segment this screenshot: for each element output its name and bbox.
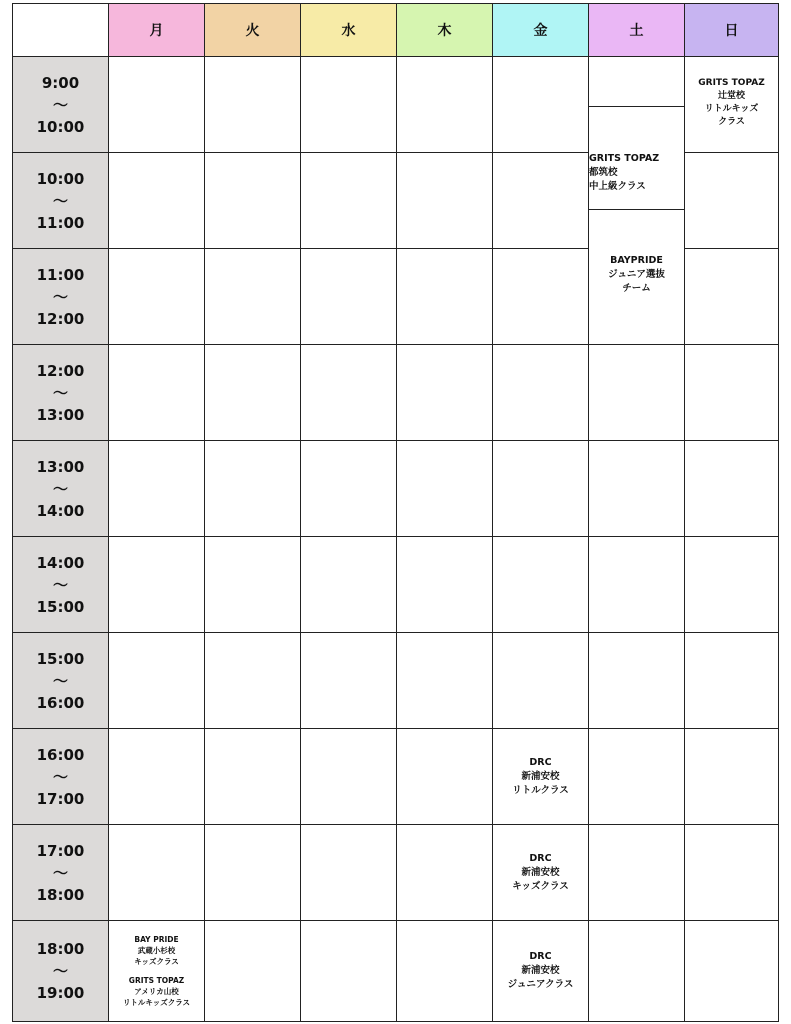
time-end: 19:00	[36, 984, 85, 1002]
time-separator: 〜	[52, 383, 68, 402]
event-class: クラス	[718, 117, 745, 127]
event-school: BAY PRIDE	[134, 935, 179, 944]
day-header-fri: 金	[492, 3, 589, 57]
event-branch: 都筑校	[589, 167, 618, 178]
time-separator: 〜	[52, 671, 68, 690]
slot-mon-12	[108, 344, 205, 441]
time-end: 13:00	[36, 405, 85, 424]
day-header-tue: 火	[204, 3, 301, 57]
event-branch: 辻堂校	[717, 91, 745, 101]
slot-sun-16	[684, 728, 779, 825]
slot-sun-12	[684, 344, 779, 441]
slot-mon-10	[108, 152, 205, 249]
time-end: 15:00	[36, 597, 85, 616]
slot-sat-930	[588, 106, 685, 210]
slot-wed-9	[300, 56, 397, 153]
slot-fri-15	[492, 632, 589, 729]
event-school: DRC	[529, 951, 552, 962]
slot-mon-11	[108, 248, 205, 345]
slot-thu-10	[396, 152, 493, 249]
event-class: リトルキッズ	[704, 104, 759, 114]
slot-sun-15	[684, 632, 779, 729]
time-slot-15	[12, 632, 109, 729]
slot-mon-18	[108, 920, 205, 1022]
slot-fri-18	[492, 920, 589, 1022]
slot-sat-9	[588, 56, 685, 107]
event-class: チーム	[622, 283, 651, 294]
day-header-sun: 日	[684, 3, 779, 57]
slot-sat-13	[588, 440, 685, 537]
time-slot-17	[12, 824, 109, 921]
slot-tue-15	[204, 632, 301, 729]
slot-wed-11	[300, 248, 397, 345]
time-end: 17:00	[36, 789, 85, 808]
slot-mon-16	[108, 728, 205, 825]
slot-tue-17	[204, 824, 301, 921]
slot-mon-14	[108, 536, 205, 633]
day-header-thu: 木	[396, 3, 493, 57]
time-slot-12	[12, 344, 109, 441]
time-slot-16	[12, 728, 109, 825]
slot-fri-14	[492, 536, 589, 633]
day-header-sat: 土	[588, 3, 685, 57]
slot-sat-15	[588, 632, 685, 729]
slot-tue-10	[204, 152, 301, 249]
slot-tue-12	[204, 344, 301, 441]
slot-fri-17	[492, 824, 589, 921]
slot-sun-18	[684, 920, 779, 1022]
slot-sat-18	[588, 920, 685, 1022]
event-class: キッズクラス	[134, 957, 179, 966]
slot-thu-16	[396, 728, 493, 825]
day-header-wed: 水	[300, 3, 397, 57]
event-school: GRITS TOPAZ	[589, 153, 660, 164]
slot-thu-9	[396, 56, 493, 153]
event-branch: アメリカ山校	[134, 987, 179, 996]
event-school: DRC	[529, 756, 552, 768]
slot-thu-13	[396, 440, 493, 537]
slot-sun-13	[684, 440, 779, 537]
slot-thu-18	[396, 920, 493, 1022]
slot-wed-10	[300, 152, 397, 249]
slot-mon-15	[108, 632, 205, 729]
time-end: 12:00	[36, 309, 85, 328]
slot-fri-9	[492, 56, 589, 153]
slot-tue-11	[204, 248, 301, 345]
time-separator: 〜	[52, 287, 68, 306]
slot-wed-14	[300, 536, 397, 633]
time-start: 11:00	[36, 265, 85, 284]
time-end: 18:00	[36, 885, 85, 904]
event-school: GRITS TOPAZ	[128, 976, 185, 985]
slot-sun-11	[684, 248, 779, 345]
slot-sun-14	[684, 536, 779, 633]
time-slot-18	[12, 920, 109, 1022]
time-start: 14:00	[36, 553, 85, 572]
slot-wed-12	[300, 344, 397, 441]
slot-mon-13	[108, 440, 205, 537]
slot-fri-16	[492, 728, 589, 825]
event-school: GRITS TOPAZ	[698, 78, 765, 88]
time-separator: 〜	[52, 575, 68, 594]
time-start: 12:00	[36, 361, 85, 380]
slot-fri-12	[492, 344, 589, 441]
time-separator: 〜	[52, 962, 68, 980]
slot-wed-18	[300, 920, 397, 1022]
time-start: 10:00	[36, 169, 85, 188]
time-start: 18:00	[36, 940, 85, 958]
slot-tue-13	[204, 440, 301, 537]
slot-tue-9	[204, 56, 301, 153]
event-branch: ジュニア選抜	[608, 269, 665, 280]
time-separator: 〜	[52, 191, 68, 210]
time-start: 13:00	[36, 457, 85, 476]
slot-thu-14	[396, 536, 493, 633]
slot-sat-12	[588, 344, 685, 441]
slot-sat-17	[588, 824, 685, 921]
slot-thu-12	[396, 344, 493, 441]
time-end: 11:00	[36, 213, 85, 232]
timetable	[12, 3, 779, 1022]
time-separator: 〜	[52, 95, 68, 114]
slot-thu-15	[396, 632, 493, 729]
slot-wed-16	[300, 728, 397, 825]
corner-cell	[12, 3, 109, 57]
slot-mon-17	[108, 824, 205, 921]
event-branch: 新浦安校	[521, 770, 560, 782]
time-end: 16:00	[36, 693, 85, 712]
slot-wed-15	[300, 632, 397, 729]
event-school: DRC	[529, 852, 552, 864]
slot-wed-17	[300, 824, 397, 921]
slot-fri-11	[492, 248, 589, 345]
time-slot-9	[12, 56, 109, 153]
time-slot-13	[12, 440, 109, 537]
time-slot-11	[12, 248, 109, 345]
event-branch: 新浦安校	[521, 965, 560, 976]
time-start: 17:00	[36, 841, 85, 860]
slot-mon-9	[108, 56, 205, 153]
time-start: 15:00	[36, 649, 85, 668]
event-class: リトルクラス	[512, 784, 569, 796]
slot-sat-1030	[588, 209, 685, 345]
slot-tue-14	[204, 536, 301, 633]
slot-thu-17	[396, 824, 493, 921]
slot-fri-10	[492, 152, 589, 249]
slot-sat-16	[588, 728, 685, 825]
slot-sun-17	[684, 824, 779, 921]
slot-thu-11	[396, 248, 493, 345]
event-school: BAYPRIDE	[610, 255, 663, 266]
time-separator: 〜	[52, 767, 68, 786]
slot-sun-10	[684, 152, 779, 249]
time-start: 16:00	[36, 745, 85, 764]
event-class: キッズクラス	[512, 880, 569, 892]
event-class: 中上級クラス	[589, 181, 646, 192]
time-separator: 〜	[52, 863, 68, 882]
time-separator: 〜	[52, 479, 68, 498]
day-header-mon: 月	[108, 3, 205, 57]
time-slot-10	[12, 152, 109, 249]
slot-tue-18	[204, 920, 301, 1022]
time-end: 10:00	[36, 117, 85, 136]
slot-sun-9	[684, 56, 779, 153]
slot-sat-14	[588, 536, 685, 633]
slot-fri-13	[492, 440, 589, 537]
slot-tue-16	[204, 728, 301, 825]
time-slot-14	[12, 536, 109, 633]
event-class: ジュニアクラス	[507, 979, 574, 990]
event-branch: 武蔵小杉校	[137, 946, 176, 955]
slot-wed-13	[300, 440, 397, 537]
event-class: リトルキッズクラス	[122, 998, 191, 1007]
event-branch: 新浦安校	[521, 866, 560, 878]
time-end: 14:00	[36, 501, 85, 520]
time-start: 9:00	[41, 73, 80, 92]
